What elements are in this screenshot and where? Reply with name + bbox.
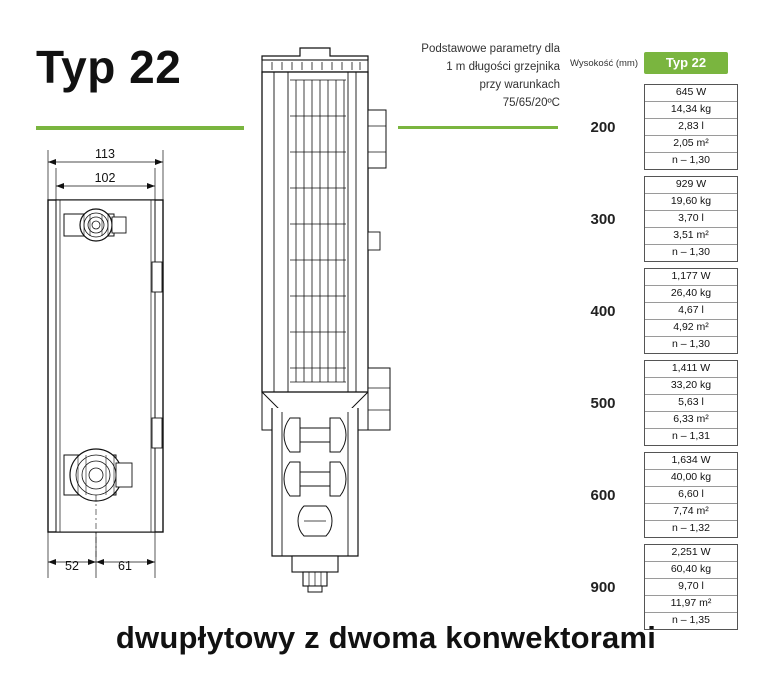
- cell-area: 7,74 m²: [645, 504, 737, 521]
- params-line-4: 75/65/20ºC: [502, 97, 560, 109]
- cell-volume: 4,67 l: [645, 303, 737, 320]
- row-height-label: 500: [590, 394, 616, 412]
- table-row: [570, 84, 756, 170]
- footer-caption: dwupłytowy z dwoma konwektorami: [115, 620, 657, 655]
- row-height-label: 400: [590, 302, 616, 320]
- params-underline: [398, 126, 558, 129]
- table-row: [570, 360, 756, 446]
- cell-volume: 5,63 l: [645, 395, 737, 412]
- cell-volume: 6,60 l: [645, 487, 737, 504]
- parameters-note: [392, 40, 560, 112]
- dim-label-52: 52: [65, 559, 79, 573]
- row-values: [644, 452, 738, 538]
- cell-power: 1,634 W: [645, 453, 737, 470]
- row-height-label: 300: [590, 210, 616, 228]
- row-values: [644, 176, 738, 262]
- params-line-2: 1 m długości grzejnika: [446, 61, 560, 73]
- type-column-header: Typ 22: [644, 52, 728, 74]
- dim-label-113: 113: [95, 147, 115, 161]
- cell-volume: 3,70 l: [645, 211, 737, 228]
- table-row: [570, 176, 756, 262]
- page-title: Typ 22: [36, 41, 182, 93]
- params-line-1: Podstawowe parametry dla: [421, 43, 560, 55]
- row-values: [644, 544, 738, 630]
- cell-power: 1,411 W: [645, 361, 737, 378]
- cell-weight: 33,20 kg: [645, 378, 737, 395]
- title-underline: [36, 126, 244, 130]
- cell-exponent: n – 1,30: [672, 154, 710, 166]
- cell-area: 11,97 m²: [645, 596, 737, 613]
- row-values: [644, 84, 738, 170]
- row-values: [644, 268, 738, 354]
- cell-power: 929 W: [645, 177, 737, 194]
- cell-power: 645 W: [645, 85, 737, 102]
- row-height-label: 900: [590, 578, 616, 596]
- cell-exponent: n – 1,35: [672, 614, 710, 626]
- cell-weight: 26,40 kg: [645, 286, 737, 303]
- height-column-header: Wysokość (mm): [570, 58, 638, 69]
- dim-label-102: 102: [94, 171, 116, 185]
- specification-table: [570, 52, 756, 630]
- cell-weight: 60,40 kg: [645, 562, 737, 579]
- row-height-label: 600: [590, 486, 616, 504]
- cell-area: 2,05 m²: [645, 136, 737, 153]
- dim-label-61: 61: [118, 559, 132, 573]
- cell-exponent: n – 1,30: [672, 246, 710, 258]
- cell-weight: 14,34 kg: [645, 102, 737, 119]
- cell-volume: 9,70 l: [645, 579, 737, 596]
- row-height-label: 200: [590, 118, 616, 136]
- cell-power: 1,177 W: [645, 269, 737, 286]
- cell-exponent: n – 1,30: [672, 338, 710, 350]
- row-values: [644, 360, 738, 446]
- cell-weight: 40,00 kg: [645, 470, 737, 487]
- cell-exponent: n – 1,31: [672, 430, 710, 442]
- cell-volume: 2,83 l: [645, 119, 737, 136]
- cell-area: 4,92 m²: [645, 320, 737, 337]
- cell-power: 2,251 W: [645, 545, 737, 562]
- params-line-3: przy warunkach: [479, 79, 560, 91]
- table-row: [570, 268, 756, 354]
- cell-area: 6,33 m²: [645, 412, 737, 429]
- cell-area: 3,51 m²: [645, 228, 737, 245]
- cell-weight: 19,60 kg: [645, 194, 737, 211]
- cell-exponent: n – 1,32: [672, 522, 710, 534]
- table-row: [570, 452, 756, 538]
- table-header-row: [570, 52, 756, 78]
- table-row: [570, 544, 756, 630]
